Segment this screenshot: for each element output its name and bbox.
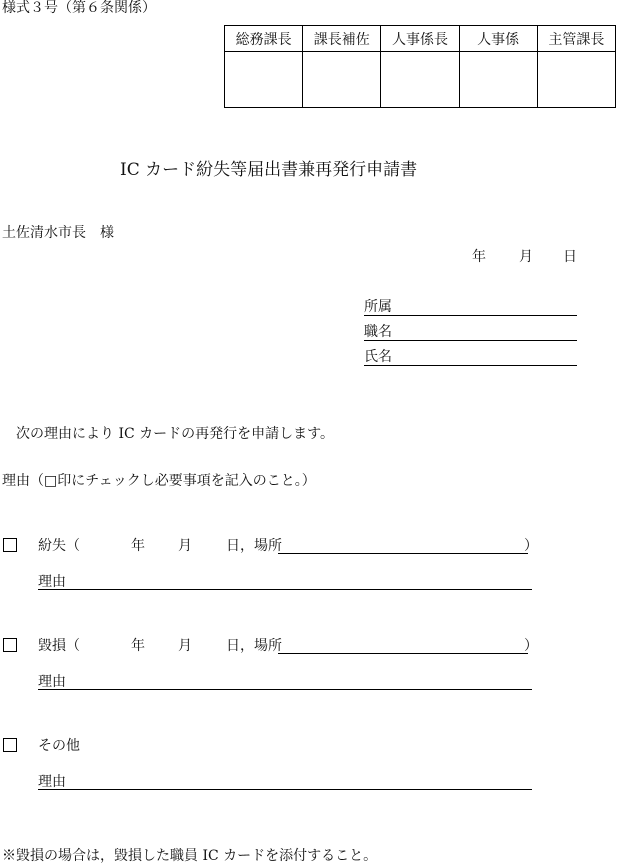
lost-year-label: 年 <box>131 538 145 554</box>
document-title: IC カード紛失等届出書兼再発行申請書 <box>120 160 418 180</box>
approval-col-personnel-head: 人事係長 <box>381 26 459 52</box>
lost-checkbox[interactable] <box>3 538 17 552</box>
approval-header-row <box>225 26 616 52</box>
approval-col-managing-chief: 主管課長 <box>537 26 615 52</box>
lost-month-label: 月 <box>178 538 192 554</box>
addressee: 土佐清水市長 様 <box>2 225 114 241</box>
stamp-cell-3[interactable] <box>381 52 459 108</box>
lost-reason-field[interactable] <box>38 589 532 590</box>
approval-col-deputy-chief: 課長補佐 <box>303 26 381 52</box>
date-year-label: 年 <box>472 249 486 265</box>
stamp-cell-1[interactable] <box>225 52 303 108</box>
date-day-label: 日 <box>563 249 577 265</box>
other-checkbox[interactable] <box>3 738 17 752</box>
name-field[interactable] <box>364 365 577 366</box>
form-number: 様式３号（第６条関係） <box>2 0 156 16</box>
position-label: 職名 <box>364 324 392 340</box>
affiliation-label: 所属 <box>364 299 392 315</box>
damaged-month-label: 月 <box>178 638 192 654</box>
footnote: ※毀損の場合は，毀損した職員 IC カードを添付すること。 <box>2 848 378 864</box>
approval-stamp-table <box>224 25 616 108</box>
application-statement: 次の理由により IC カードの再発行を申請します。 <box>16 426 335 442</box>
damaged-reason-field[interactable] <box>38 689 532 690</box>
damaged-day-place-label: 日，場所 <box>226 638 282 654</box>
approval-col-general-affairs-chief: 総務課長 <box>225 26 303 52</box>
damaged-label: 毀損（ <box>38 638 80 654</box>
other-reason-label: 理由 <box>38 774 66 790</box>
lost-day-place-label: 日，場所 <box>226 538 282 554</box>
stamp-cell-2[interactable] <box>303 52 381 108</box>
damaged-year-label: 年 <box>131 638 145 654</box>
other-reason-field[interactable] <box>38 789 532 790</box>
damaged-place-field[interactable] <box>278 653 528 654</box>
lost-reason-label: 理由 <box>38 574 66 590</box>
damaged-reason-label: 理由 <box>38 674 66 690</box>
affiliation-field[interactable] <box>364 315 577 316</box>
damaged-checkbox[interactable] <box>3 638 17 652</box>
stamp-cell-5[interactable] <box>537 52 615 108</box>
lost-label: 紛失（ <box>38 538 80 554</box>
lost-place-field[interactable] <box>278 553 528 554</box>
approval-stamp-row <box>225 52 616 108</box>
approval-col-personnel-staff: 人事係 <box>459 26 537 52</box>
stamp-cell-4[interactable] <box>459 52 537 108</box>
lost-close-paren: ） <box>524 538 538 554</box>
position-field[interactable] <box>364 340 577 341</box>
damaged-close-paren: ） <box>524 638 538 654</box>
date-month-label: 月 <box>519 249 533 265</box>
other-label: その他 <box>38 738 80 754</box>
name-label: 氏名 <box>364 349 392 365</box>
reason-instruction: 理由（□印にチェックし必要事項を記入のこと。） <box>2 473 316 489</box>
